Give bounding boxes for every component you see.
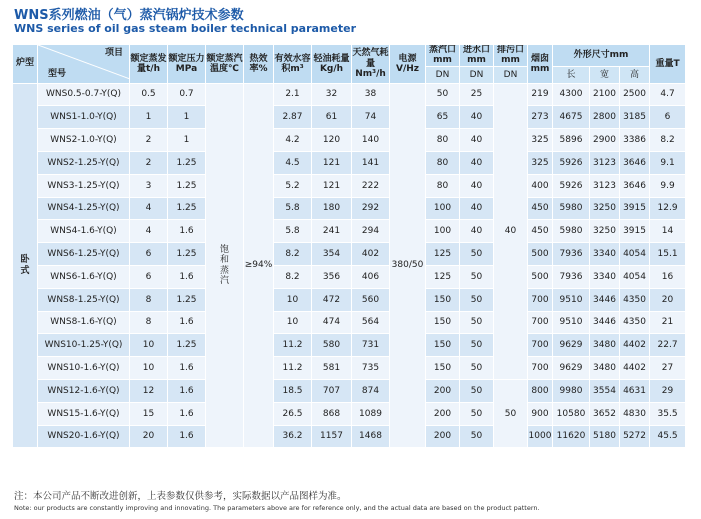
table-row xyxy=(13,129,686,152)
cell-evap: 0.5 xyxy=(130,83,168,106)
cell-gas: 1089 xyxy=(352,402,390,425)
cell-hei: 4631 xyxy=(620,380,650,403)
cell-evap: 4 xyxy=(130,220,168,243)
cell-model: WNS0.5-0.7-Y(Q) xyxy=(38,83,130,106)
cell-inlet: 50 xyxy=(460,266,494,289)
cell-inlet: 50 xyxy=(460,288,494,311)
cell-gas: 141 xyxy=(352,152,390,175)
cell-evap: 10 xyxy=(130,357,168,380)
cell-wid: 3446 xyxy=(590,311,620,334)
cell-gas: 731 xyxy=(352,334,390,357)
cell-wt: 14 xyxy=(650,220,686,243)
cell-hei: 5272 xyxy=(620,425,650,448)
cell-oil: 241 xyxy=(312,220,352,243)
cell-chimney: 700 xyxy=(528,288,553,311)
cell-hei: 3646 xyxy=(620,152,650,175)
cell-hei: 3386 xyxy=(620,129,650,152)
header-corner xyxy=(13,45,38,84)
cell-inlet: 50 xyxy=(460,334,494,357)
cell-vol: 36.2 xyxy=(274,425,312,448)
table-row xyxy=(13,311,686,334)
cell-steam: 150 xyxy=(426,288,460,311)
cell-len: 9629 xyxy=(553,357,590,380)
cell-model: WNS1-1.0-Y(Q) xyxy=(38,106,130,129)
header-furnace-type: 炉型 xyxy=(15,58,34,68)
header-item: 项目 xyxy=(104,48,123,58)
cell-wid: 2800 xyxy=(590,106,620,129)
cell-vol: 2.1 xyxy=(274,83,312,106)
cell-gas: 294 xyxy=(352,220,390,243)
cell-hei: 4402 xyxy=(620,357,650,380)
temperature-merged-cell xyxy=(206,83,244,448)
cell-vol: 26.5 xyxy=(274,402,312,425)
cell-model: WNS6-1.6-Y(Q) xyxy=(38,266,130,289)
cell-model: WNS3-1.25-Y(Q) xyxy=(38,174,130,197)
cell-vol: 10 xyxy=(274,288,312,311)
cell-evap: 8 xyxy=(130,288,168,311)
table-row xyxy=(13,425,686,448)
cell-len: 10580 xyxy=(553,402,590,425)
cell-inlet: 40 xyxy=(460,129,494,152)
power-merged-value: 380/50 xyxy=(391,260,424,271)
cell-hei: 4830 xyxy=(620,402,650,425)
footnote-en: Note: our products are constantly improving and innovating. The parameters above are for reference only, and the actual data are based on the product pattern. xyxy=(14,504,540,512)
cell-len: 9980 xyxy=(553,380,590,403)
cell-evap: 20 xyxy=(130,425,168,448)
footnote-cn: 注：本公司产品不断改进创新，上表参数仅供参考，实际数据以产品图样为准。 xyxy=(14,491,347,502)
cell-len: 11620 xyxy=(553,425,590,448)
cell-wid: 3123 xyxy=(590,174,620,197)
header-inlet-dn: DN xyxy=(460,66,494,83)
cell-evap: 8 xyxy=(130,311,168,334)
cell-steam: 50 xyxy=(426,83,460,106)
header-width: 宽 xyxy=(590,66,620,83)
cell-model: WNS8-1.25-Y(Q) xyxy=(38,288,130,311)
spec-table xyxy=(12,44,686,448)
cell-model: WNS6-1.25-Y(Q) xyxy=(38,243,130,266)
cell-wid: 3554 xyxy=(590,380,620,403)
header-drain: 排污口mm xyxy=(494,45,528,67)
cell-len: 5896 xyxy=(553,129,590,152)
cell-vol: 5.2 xyxy=(274,174,312,197)
cell-chimney: 325 xyxy=(528,129,553,152)
cell-steam: 200 xyxy=(426,380,460,403)
table-row xyxy=(13,83,686,106)
cell-len: 5980 xyxy=(553,197,590,220)
cell-gas: 560 xyxy=(352,288,390,311)
table-row xyxy=(13,402,686,425)
cell-wt: 9.1 xyxy=(650,152,686,175)
cell-hei: 4350 xyxy=(620,288,650,311)
cell-vol: 2.87 xyxy=(274,106,312,129)
furnace-type-cell xyxy=(13,83,38,448)
cell-oil: 120 xyxy=(312,129,352,152)
cell-press: 1.25 xyxy=(168,288,206,311)
cell-gas: 222 xyxy=(352,174,390,197)
cell-evap: 4 xyxy=(130,197,168,220)
cell-hei: 4350 xyxy=(620,311,650,334)
cell-steam: 125 xyxy=(426,266,460,289)
cell-chimney: 900 xyxy=(528,402,553,425)
table-row xyxy=(13,220,686,243)
cell-press: 1.25 xyxy=(168,152,206,175)
cell-oil: 61 xyxy=(312,106,352,129)
cell-hei: 4054 xyxy=(620,266,650,289)
cell-evap: 3 xyxy=(130,174,168,197)
cell-press: 0.7 xyxy=(168,83,206,106)
cell-vol: 10 xyxy=(274,311,312,334)
drain-merged-bottom: 50 xyxy=(494,380,528,448)
cell-inlet: 50 xyxy=(460,311,494,334)
cell-chimney: 700 xyxy=(528,357,553,380)
cell-len: 5926 xyxy=(553,152,590,175)
cell-chimney: 700 xyxy=(528,334,553,357)
cell-inlet: 40 xyxy=(460,220,494,243)
cell-len: 9510 xyxy=(553,311,590,334)
cell-gas: 38 xyxy=(352,83,390,106)
cell-press: 1.25 xyxy=(168,243,206,266)
cell-press: 1.6 xyxy=(168,380,206,403)
cell-press: 1.6 xyxy=(168,266,206,289)
cell-hei: 3185 xyxy=(620,106,650,129)
cell-wt: 29 xyxy=(650,380,686,403)
cell-press: 1.6 xyxy=(168,220,206,243)
cell-evap: 12 xyxy=(130,380,168,403)
cell-len: 4675 xyxy=(553,106,590,129)
cell-press: 1.6 xyxy=(168,425,206,448)
cell-wt: 12.9 xyxy=(650,197,686,220)
table-row xyxy=(13,288,686,311)
cell-oil: 180 xyxy=(312,197,352,220)
cell-oil: 707 xyxy=(312,380,352,403)
cell-oil: 1157 xyxy=(312,425,352,448)
cell-wt: 8.2 xyxy=(650,129,686,152)
cell-oil: 354 xyxy=(312,243,352,266)
cell-hei: 3915 xyxy=(620,197,650,220)
cell-vol: 5.8 xyxy=(274,197,312,220)
cell-wt: 4.7 xyxy=(650,83,686,106)
cell-oil: 356 xyxy=(312,266,352,289)
cell-press: 1 xyxy=(168,106,206,129)
cell-len: 9629 xyxy=(553,334,590,357)
cell-press: 1.25 xyxy=(168,197,206,220)
cell-oil: 474 xyxy=(312,311,352,334)
cell-wid: 3123 xyxy=(590,152,620,175)
cell-hei: 3915 xyxy=(620,220,650,243)
cell-gas: 1468 xyxy=(352,425,390,448)
cell-evap: 6 xyxy=(130,266,168,289)
cell-steam: 150 xyxy=(426,334,460,357)
header-chimney: 烟囱mm xyxy=(528,45,553,84)
cell-inlet: 50 xyxy=(460,402,494,425)
cell-len: 5980 xyxy=(553,220,590,243)
cell-len: 9510 xyxy=(553,288,590,311)
table-row xyxy=(13,334,686,357)
cell-wt: 15.1 xyxy=(650,243,686,266)
cell-vol: 8.2 xyxy=(274,266,312,289)
cell-steam: 65 xyxy=(426,106,460,129)
cell-wt: 45.5 xyxy=(650,425,686,448)
temperature-merged-value: 饱和蒸汽 xyxy=(219,244,229,286)
cell-wid: 3250 xyxy=(590,197,620,220)
cell-vol: 4.2 xyxy=(274,129,312,152)
cell-press: 1.6 xyxy=(168,311,206,334)
cell-wt: 16 xyxy=(650,266,686,289)
cell-wt: 6 xyxy=(650,106,686,129)
cell-chimney: 450 xyxy=(528,197,553,220)
header-gas: 天然气耗量Nm³/h xyxy=(352,45,390,84)
header-steam-outlet: 蒸汽口mm xyxy=(426,45,460,67)
cell-steam: 80 xyxy=(426,174,460,197)
cell-inlet: 50 xyxy=(460,425,494,448)
cell-evap: 2 xyxy=(130,152,168,175)
cell-evap: 6 xyxy=(130,243,168,266)
cell-len: 5926 xyxy=(553,174,590,197)
cell-oil: 121 xyxy=(312,174,352,197)
cell-gas: 140 xyxy=(352,129,390,152)
cell-hei: 2500 xyxy=(620,83,650,106)
cell-chimney: 273 xyxy=(528,106,553,129)
cell-oil: 581 xyxy=(312,357,352,380)
power-merged-cell xyxy=(390,83,426,448)
cell-steam: 80 xyxy=(426,152,460,175)
header-steam-dn: DN xyxy=(426,66,460,83)
cell-inlet: 40 xyxy=(460,174,494,197)
cell-vol: 8.2 xyxy=(274,243,312,266)
cell-vol: 5.8 xyxy=(274,220,312,243)
cell-inlet: 25 xyxy=(460,83,494,106)
header-volume: 有效水容积m³ xyxy=(274,45,312,84)
cell-oil: 32 xyxy=(312,83,352,106)
header-temperature: 额定蒸汽温度℃ xyxy=(206,45,244,84)
header-weight: 重量T xyxy=(650,45,686,84)
header-length: 长 xyxy=(553,66,590,83)
cell-oil: 472 xyxy=(312,288,352,311)
cell-inlet: 50 xyxy=(460,380,494,403)
cell-chimney: 325 xyxy=(528,152,553,175)
cell-model: WNS12-1.6-Y(Q) xyxy=(38,380,130,403)
cell-inlet: 40 xyxy=(460,152,494,175)
cell-chimney: 219 xyxy=(528,83,553,106)
cell-inlet: 40 xyxy=(460,197,494,220)
cell-gas: 874 xyxy=(352,380,390,403)
efficiency-merged-value: ≥94% xyxy=(244,260,273,271)
cell-wt: 9.9 xyxy=(650,174,686,197)
cell-wid: 2900 xyxy=(590,129,620,152)
cell-chimney: 450 xyxy=(528,220,553,243)
cell-steam: 150 xyxy=(426,311,460,334)
cell-chimney: 500 xyxy=(528,243,553,266)
header-efficiency: 热效率% xyxy=(244,45,274,84)
cell-model: WNS2-1.25-Y(Q) xyxy=(38,152,130,175)
cell-vol: 11.2 xyxy=(274,334,312,357)
cell-gas: 735 xyxy=(352,357,390,380)
table-row xyxy=(13,152,686,175)
cell-wt: 27 xyxy=(650,357,686,380)
header-height: 高 xyxy=(620,66,650,83)
cell-vol: 18.5 xyxy=(274,380,312,403)
cell-evap: 15 xyxy=(130,402,168,425)
cell-steam: 200 xyxy=(426,425,460,448)
cell-wt: 35.5 xyxy=(650,402,686,425)
cell-len: 7936 xyxy=(553,243,590,266)
cell-steam: 150 xyxy=(426,357,460,380)
cell-wid: 2100 xyxy=(590,83,620,106)
cell-press: 1 xyxy=(168,129,206,152)
page-subtitle: WNS series of oil gas steam boiler technical parameter xyxy=(14,22,356,35)
furnace-type-label: 卧式 xyxy=(20,255,30,276)
cell-len: 4300 xyxy=(553,83,590,106)
cell-model: WNS8-1.6-Y(Q) xyxy=(38,311,130,334)
cell-gas: 74 xyxy=(352,106,390,129)
header-power: 电源V/Hz xyxy=(390,45,426,84)
cell-evap: 2 xyxy=(130,129,168,152)
cell-wid: 5180 xyxy=(590,425,620,448)
header-evaporation: 额定蒸发量t/h xyxy=(130,45,168,84)
cell-chimney: 1000 xyxy=(528,425,553,448)
cell-chimney: 500 xyxy=(528,266,553,289)
table-row xyxy=(13,266,686,289)
cell-evap: 1 xyxy=(130,106,168,129)
cell-steam: 80 xyxy=(426,129,460,152)
header-model: 型号 xyxy=(48,69,67,80)
header-inlet: 进水口mm xyxy=(460,45,494,67)
cell-gas: 564 xyxy=(352,311,390,334)
header-drain-dn: DN xyxy=(494,66,528,83)
cell-wid: 3446 xyxy=(590,288,620,311)
cell-wt: 22.7 xyxy=(650,334,686,357)
cell-model: WNS15-1.6-Y(Q) xyxy=(38,402,130,425)
cell-wid: 3480 xyxy=(590,357,620,380)
cell-wid: 3250 xyxy=(590,220,620,243)
cell-press: 1.6 xyxy=(168,357,206,380)
header-item-model xyxy=(38,45,130,84)
cell-wt: 20 xyxy=(650,288,686,311)
table-row xyxy=(13,243,686,266)
table-row xyxy=(13,106,686,129)
cell-press: 1.6 xyxy=(168,402,206,425)
cell-press: 1.25 xyxy=(168,174,206,197)
table-row xyxy=(13,357,686,380)
cell-press: 1.25 xyxy=(168,334,206,357)
header-oil: 轻油耗量Kg/h xyxy=(312,45,352,84)
table-row xyxy=(13,174,686,197)
cell-steam: 100 xyxy=(426,220,460,243)
cell-model: WNS4-1.25-Y(Q) xyxy=(38,197,130,220)
cell-chimney: 700 xyxy=(528,311,553,334)
cell-chimney: 400 xyxy=(528,174,553,197)
cell-wt: 21 xyxy=(650,311,686,334)
header-pressure: 额定压力MPa xyxy=(168,45,206,84)
cell-inlet: 50 xyxy=(460,357,494,380)
table-row xyxy=(13,380,686,403)
cell-hei: 3646 xyxy=(620,174,650,197)
cell-oil: 580 xyxy=(312,334,352,357)
cell-hei: 4402 xyxy=(620,334,650,357)
header-dimensions: 外形尺寸mm xyxy=(553,45,650,67)
cell-evap: 10 xyxy=(130,334,168,357)
cell-steam: 125 xyxy=(426,243,460,266)
cell-wid: 3340 xyxy=(590,243,620,266)
cell-hei: 4054 xyxy=(620,243,650,266)
cell-model: WNS4-1.6-Y(Q) xyxy=(38,220,130,243)
cell-model: WNS2-1.0-Y(Q) xyxy=(38,129,130,152)
page-title: WNS系列燃油（气）蒸汽锅炉技术参数 xyxy=(14,8,244,23)
cell-model: WNS10-1.25-Y(Q) xyxy=(38,334,130,357)
efficiency-merged-cell xyxy=(244,83,274,448)
cell-oil: 121 xyxy=(312,152,352,175)
cell-wid: 3340 xyxy=(590,266,620,289)
cell-oil: 868 xyxy=(312,402,352,425)
cell-inlet: 50 xyxy=(460,243,494,266)
cell-steam: 200 xyxy=(426,402,460,425)
cell-steam: 100 xyxy=(426,197,460,220)
cell-wid: 3480 xyxy=(590,334,620,357)
cell-vol: 4.5 xyxy=(274,152,312,175)
cell-wid: 3652 xyxy=(590,402,620,425)
cell-model: WNS20-1.6-Y(Q) xyxy=(38,425,130,448)
cell-len: 7936 xyxy=(553,266,590,289)
table-row xyxy=(13,197,686,220)
drain-merged-top: 40 xyxy=(494,83,528,379)
cell-inlet: 40 xyxy=(460,106,494,129)
cell-vol: 11.2 xyxy=(274,357,312,380)
cell-gas: 292 xyxy=(352,197,390,220)
cell-model: WNS10-1.6-Y(Q) xyxy=(38,357,130,380)
cell-gas: 406 xyxy=(352,266,390,289)
cell-gas: 402 xyxy=(352,243,390,266)
cell-chimney: 800 xyxy=(528,380,553,403)
